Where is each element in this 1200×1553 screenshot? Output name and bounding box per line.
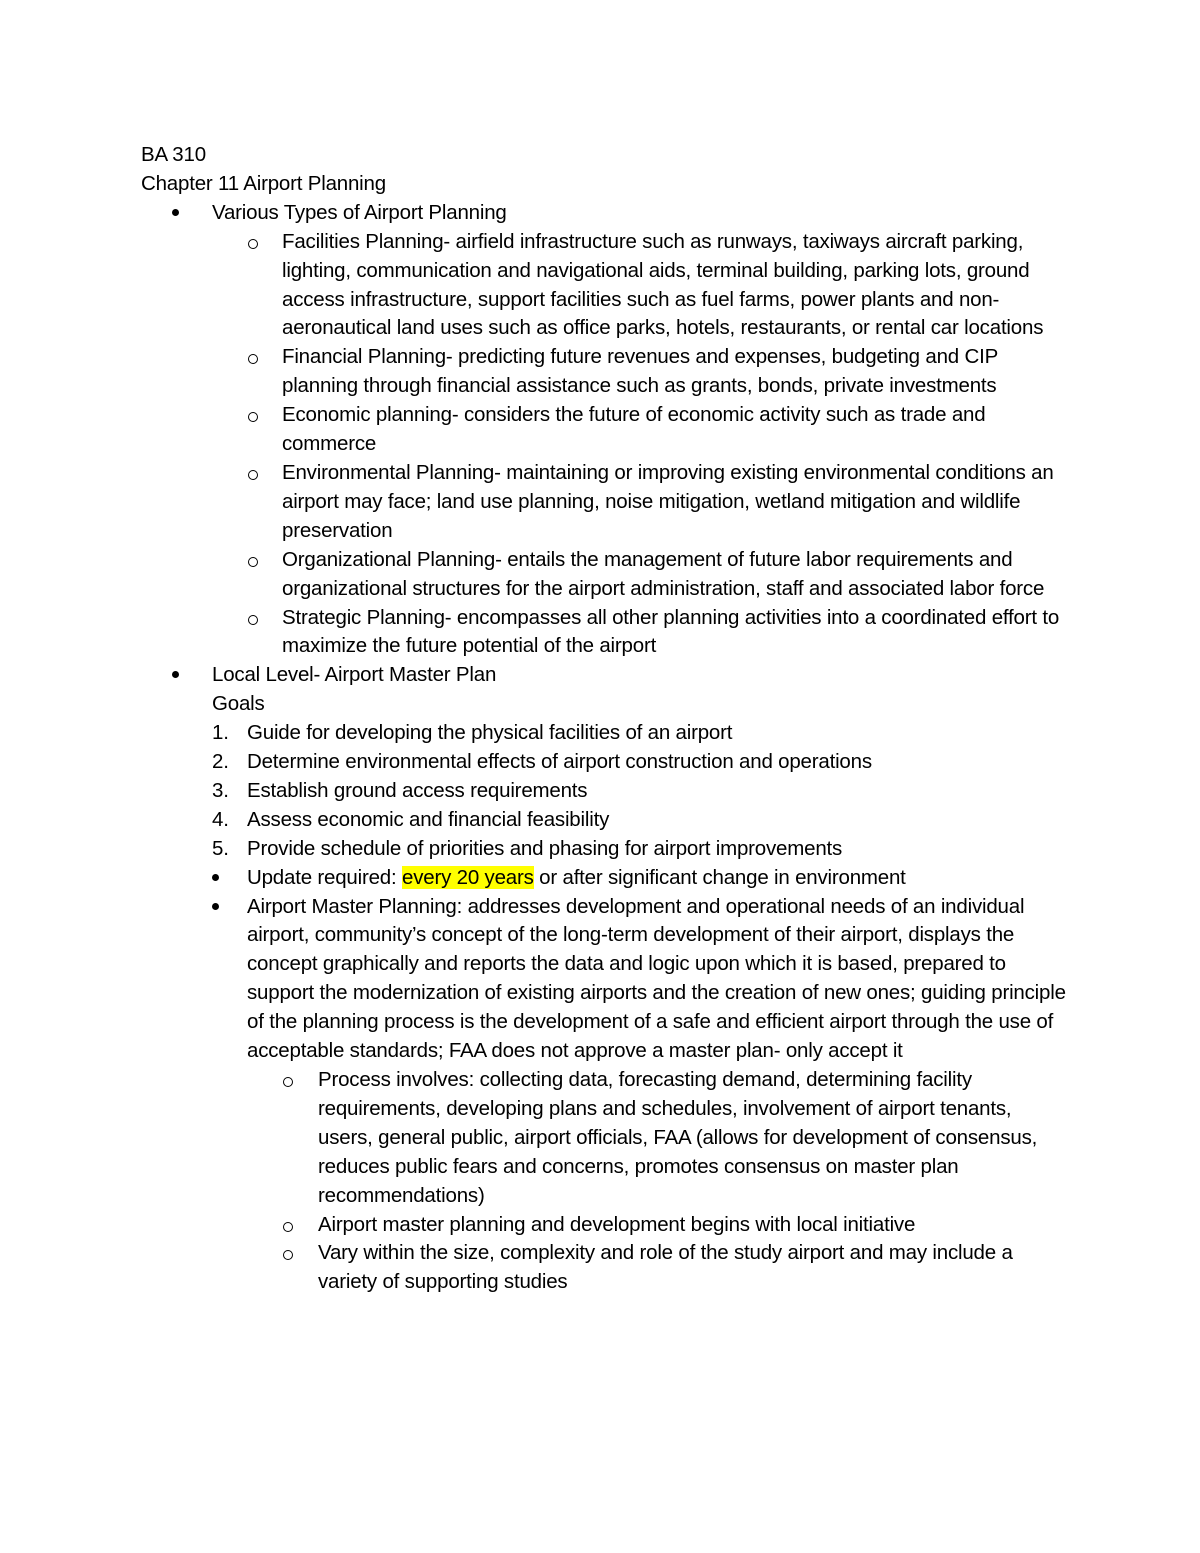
organizational-planning-text: Organizational Planning- entails the management of future labor requirements and organizational structures for the airport administration, staff and associated labor force <box>282 547 1045 600</box>
strategic-planning-text: Strategic Planning- encompasses all other planning activities into a coordinated effort to maximize the future potential of the airport <box>282 605 1060 658</box>
bullet-icon <box>212 893 219 922</box>
list-item <box>141 546 1066 604</box>
facilities-planning-text: Facilities Planning- airfield infrastructure such as runways, taxiways aircraft parking, lighting, communication and navigational aids, terminal building, parking lots, ground access infrastructure, support facilities such as fuel farms, power plants and non-aeronautical land uses such as office parks, hotels, restaurants, or rental car locations <box>282 229 1044 340</box>
circle-bullet-icon <box>283 1239 293 1268</box>
goal-text: Provide schedule of priorities and phasing for airport improvements <box>247 836 843 860</box>
goal-item <box>141 719 1066 748</box>
circle-bullet-icon <box>248 604 258 633</box>
circle-bullet-icon <box>283 1066 293 1095</box>
section-title: Various Types of Airport Planning <box>212 200 507 224</box>
goal-item <box>141 748 1066 777</box>
goal-item <box>141 806 1066 835</box>
goal-item <box>141 777 1066 806</box>
list-number: 3. <box>212 778 229 802</box>
master-planning-item <box>141 893 1066 1066</box>
economic-planning-text: Economic planning- considers the future of economic activity such as trade and commerce <box>282 403 986 456</box>
list-item <box>141 1066 1066 1211</box>
circle-bullet-icon <box>248 546 258 575</box>
environmental-planning-text: Environmental Planning- maintaining or improving existing environmental conditions an airport may face; land use planning, noise mitigation, wetland mitigation and wildlife preservation <box>282 460 1054 542</box>
goal-text: Guide for developing the physical facilities of an airport <box>247 721 733 745</box>
vary-text: Vary within the size, complexity and role of the study airport and may include a variety of supporting studies <box>318 1241 1013 1294</box>
list-number: 5. <box>212 836 229 860</box>
course-code: BA 310 <box>141 143 206 166</box>
document-page <box>141 141 1066 1297</box>
bullet-icon <box>172 661 179 690</box>
list-number: 4. <box>212 807 229 831</box>
circle-bullet-icon <box>248 343 258 372</box>
goal-text: Establish ground access requirements <box>247 778 588 802</box>
update-suffix: or after significant change in environment <box>533 865 906 889</box>
list-item <box>141 604 1066 662</box>
financial-planning-text: Financial Planning- predicting future revenues and expenses, budgeting and CIP planning through financial assistance such as grants, bonds, private investments <box>282 345 998 398</box>
highlighted-text: every 20 years <box>402 865 534 889</box>
update-required-text <box>247 864 1066 893</box>
section-title: Local Level- Airport Master Plan <box>212 663 497 687</box>
list-item <box>141 1239 1066 1297</box>
list-number: 2. <box>212 750 229 774</box>
list-number: 1. <box>212 721 229 745</box>
local-initiative-text: Airport master planning and development begins with local initiative <box>318 1212 916 1236</box>
list-item <box>141 459 1066 546</box>
circle-bullet-icon <box>283 1211 293 1240</box>
section-types-of-planning <box>141 199 1066 228</box>
update-required-item <box>141 864 1066 893</box>
chapter-title: Chapter 11 Airport Planning <box>141 171 386 195</box>
circle-bullet-icon <box>248 459 258 488</box>
list-item <box>141 401 1066 459</box>
process-text: Process involves: collecting data, forecasting demand, determining facility requirements, developing plans and schedules, involvement of airport tenants, users, general public, airport officials, FAA (allows for development of consensus, reduces public fears and concerns, promotes consensus on master plan recommendations) <box>318 1068 1038 1207</box>
goal-text: Assess economic and financial feasibility <box>247 807 610 831</box>
master-planning-text: Airport Master Planning: addresses development and operational needs of an individual airport, community’s concept of the long-term development of their airport, displays the concept graphically and reports the data and logic upon which it is based, prepared to support the modernization of existing airports and the creation of new ones; guiding principle of the planning process is the development of a safe and efficient airport through the use of acceptable standards; FAA does not approve a master plan- only accept it <box>247 894 1066 1063</box>
list-item <box>141 343 1066 401</box>
goal-text: Determine environmental effects of airport construction and operations <box>247 750 872 774</box>
goals-label-text: Goals <box>212 692 265 716</box>
update-prefix: Update required: <box>247 865 403 889</box>
bullet-icon <box>212 864 219 893</box>
section-master-plan <box>141 661 1066 690</box>
bullet-icon <box>172 199 179 228</box>
circle-bullet-icon <box>248 401 258 430</box>
goal-item <box>141 835 1066 864</box>
list-item <box>141 1211 1066 1240</box>
list-item <box>141 228 1066 344</box>
goals-label <box>141 690 1066 719</box>
circle-bullet-icon <box>248 228 258 257</box>
